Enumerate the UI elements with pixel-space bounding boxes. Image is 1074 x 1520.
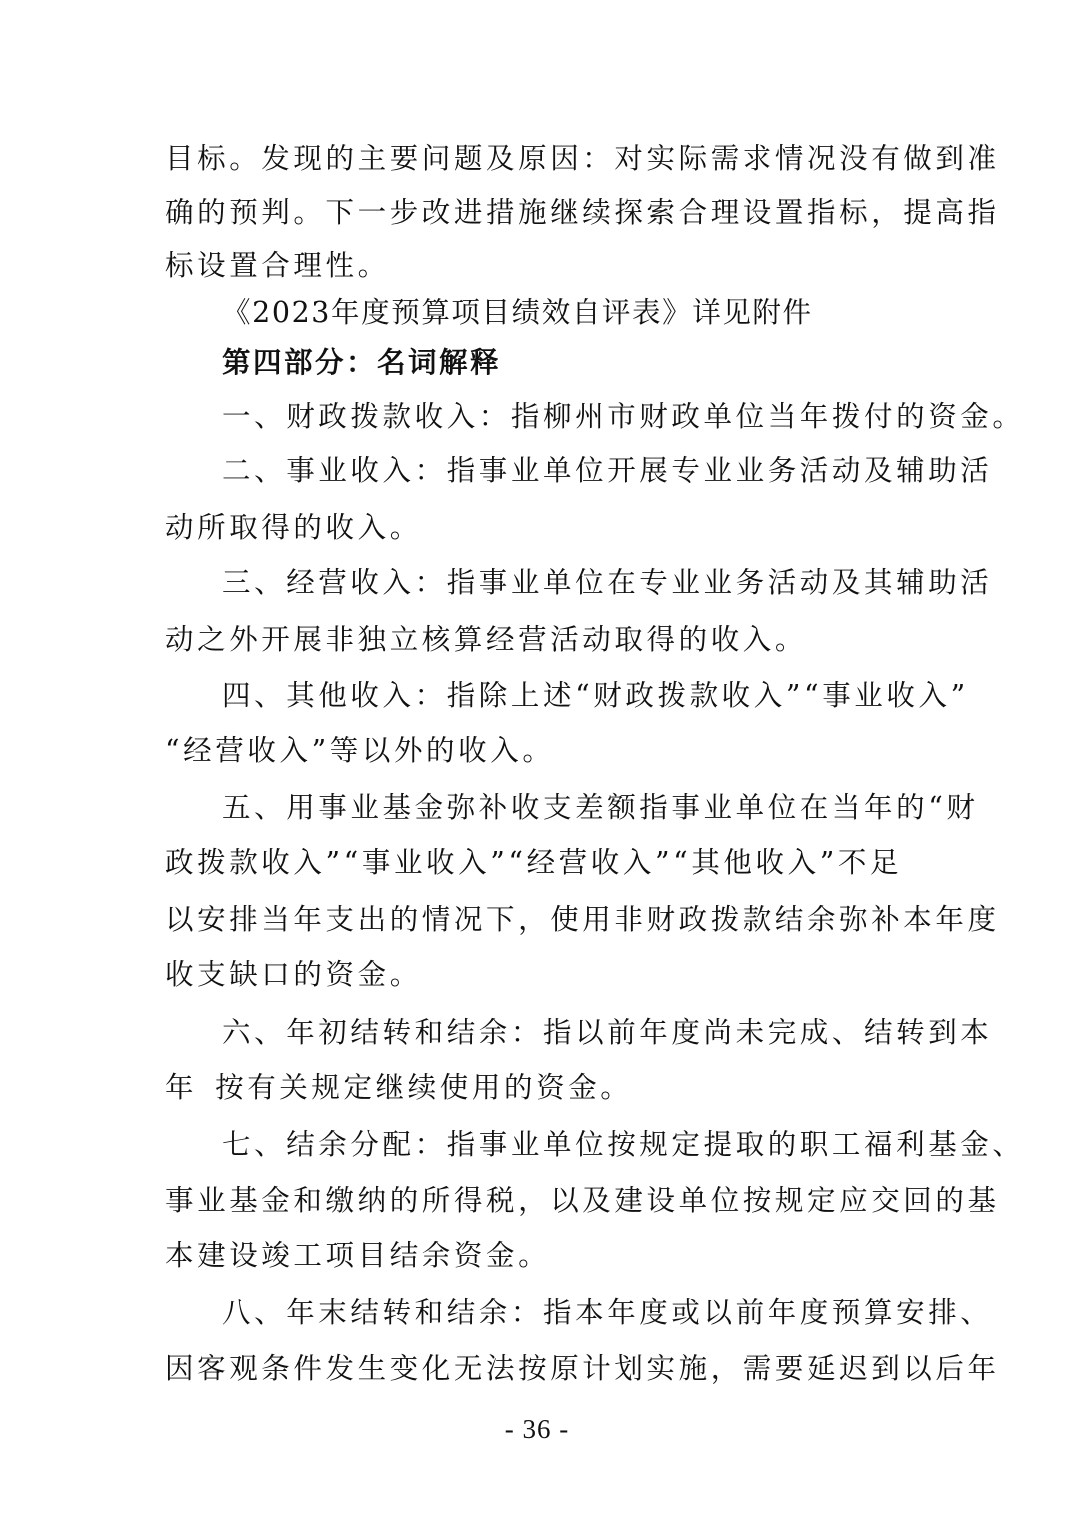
text-fragment: 年 [165,1071,198,1104]
text-line: 政拨款收入”“事业收入”“经营收入”“其他收入”不足 [165,846,903,879]
text-line: 《2023年度预算项目绩效自评表》详见附件 [222,296,813,329]
text-line: 七、结余分配：指事业单位按规定提取的职工福利基金、 [222,1128,1025,1161]
text-line: 三、经营收入：指事业单位在专业业务活动及其辅助活 [222,566,993,599]
text-line: 以安排当年支出的情况下，使用非财政拨款结余弥补本年度 [165,903,1000,936]
text-line: 确的预判。下一步改进措施继续探索合理设置指标，提高指 [165,196,1000,229]
text-line: 四、其他收入：指除上述“财政拨款收入”“事业收入” [222,679,969,712]
text-line: 二、事业收入：指事业单位开展专业业务活动及辅助活 [222,454,993,487]
text-line: 目标。发现的主要问题及原因：对实际需求情况没有做到准 [165,142,1000,175]
text-line [165,1068,632,1108]
text-line: 一、财政拨款收入：指柳州市财政单位当年拨付的资金。 [222,400,1025,433]
text-line: 因客观条件发生变化无法按原计划实施，需要延迟到以后年 [165,1352,1000,1385]
text-line: 动所取得的收入。 [165,511,422,544]
text-line: 事业基金和缴纳的所得税，以及建设单位按规定应交回的基 [165,1184,1000,1217]
text-line: 标设置合理性。 [165,249,390,282]
text-line: 动之外开展非独立核算经营活动取得的收入。 [165,623,808,656]
text-line: 五、用事业基金弥补收支差额指事业单位在当年的“财 [222,791,979,824]
text-line: “经营收入”等以外的收入。 [165,734,555,767]
page-number: - 36 - [504,1414,570,1444]
text-fragment: 按有关规定继续使用的资金。 [215,1071,633,1104]
text-line: 八、年末结转和结余：指本年度或以前年度预算安排、 [222,1296,993,1329]
text-line: 本建设竣工项目结余资金。 [165,1239,551,1272]
text-line: 六、年初结转和结余：指以前年度尚未完成、结转到本 [222,1016,993,1049]
text-line: 收支缺口的资金。 [165,958,422,991]
section-heading: 第四部分：名词解释 [222,346,502,379]
